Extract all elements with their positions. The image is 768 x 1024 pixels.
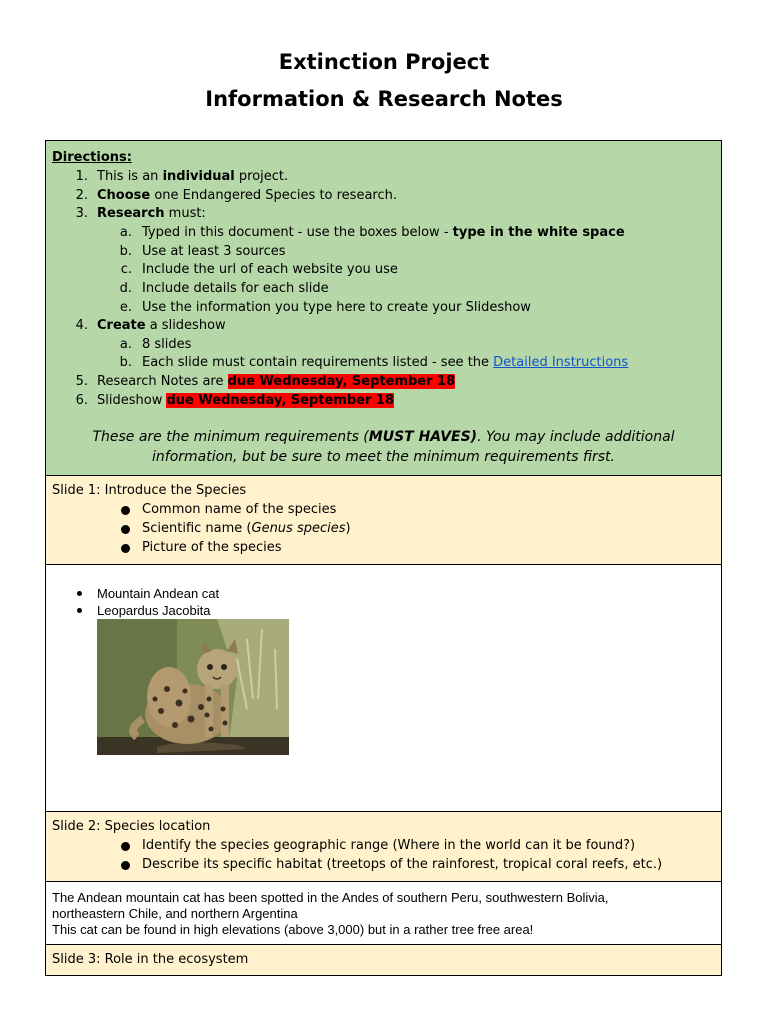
sub-letter: a. [119, 225, 132, 240]
document-subtitle: Information & Research Notes [205, 87, 563, 111]
slide2-heading: Slide 2: Species location [52, 819, 211, 834]
sub-item: Typed in this document - use the boxes below - type in the white space [142, 225, 625, 240]
list-item: This is an individual project. [97, 169, 289, 184]
slide1-heading: Slide 1: Introduce the Species [52, 483, 247, 498]
answer-line: This cat can be found in high elevations (above 3,000) but in a rather tree free area! [52, 922, 534, 937]
sub-item: Include details for each slide [142, 281, 329, 296]
answer-line: The Andean mountain cat has been spotted in the Andes of southern Peru, southwestern Bolivia, [52, 890, 609, 905]
due-date-highlight: due Wednesday, September 18 [227, 374, 456, 389]
slide2-requirements [46, 812, 721, 882]
slide3-requirements [46, 945, 721, 975]
bullet-icon [121, 506, 130, 515]
list-number: 4. [75, 318, 88, 333]
slide2-answer[interactable] [46, 882, 721, 945]
list-item: Picture of the species [142, 540, 282, 555]
list-item: Research must: [97, 206, 206, 221]
andean-cat-photo [97, 619, 289, 755]
cat-illustration [97, 619, 289, 755]
requirements-note: These are the minimum requirements (MUST HAVES). You may include additional information, but be sure to meet the minimum requirements first. [92, 429, 675, 465]
sub-letter: c. [120, 262, 132, 277]
list-number: 6. [75, 393, 88, 408]
list-number: 3. [75, 206, 88, 221]
list-item: Common name of the species [142, 502, 337, 517]
sub-item: 8 slides [142, 337, 192, 352]
bullet-icon [121, 525, 130, 534]
sub-letter: a. [119, 337, 132, 352]
list-number: 1. [75, 169, 88, 184]
list-item: Research Notes are due Wednesday, September 18 [97, 374, 456, 389]
due-date-highlight: due Wednesday, September 18 [166, 393, 395, 408]
sub-letter: d. [119, 281, 132, 296]
bullet-icon [121, 861, 130, 870]
bullet-icon [121, 842, 130, 851]
bullet-icon [121, 544, 130, 553]
list-item: Choose one Endangered Species to research. [97, 188, 397, 203]
document-title: Extinction Project [278, 50, 490, 74]
sub-item: Each slide must contain requirements listed - see the Detailed Instructions [142, 355, 629, 370]
sub-letter: e. [119, 300, 132, 315]
detailed-instructions-link[interactable]: Detailed Instructions [493, 355, 629, 370]
slide3-heading: Slide 3: Role in the ecosystem [52, 952, 249, 967]
list-item: Slideshow due Wednesday, September 18 [97, 393, 395, 408]
slide1-requirements [46, 476, 721, 565]
slide1-answer[interactable] [46, 565, 721, 812]
list-number: 5. [75, 374, 88, 389]
directions-cell [46, 141, 721, 476]
common-name: Mountain Andean cat [97, 586, 220, 601]
sub-item: Use at least 3 sources [142, 244, 286, 259]
bullet-icon [77, 608, 82, 613]
bullet-icon [77, 591, 82, 596]
sub-item: Include the url of each website you use [142, 262, 398, 277]
list-item: Identify the species geographic range (Where in the world can it be found?) [142, 838, 636, 853]
list-item: Create a slideshow [97, 318, 226, 333]
answer-line: northeastern Chile, and northern Argentina [52, 906, 298, 921]
list-item: Scientific name (Genus species) [142, 521, 351, 536]
list-item: Describe its specific habitat (treetops of the rainforest, tropical coral reefs, etc.) [142, 857, 663, 872]
sub-letter: b. [119, 355, 132, 370]
sub-item: Use the information you type here to create your Slideshow [142, 300, 531, 315]
scientific-name: Leopardus Jacobita [97, 603, 211, 618]
list-number: 2. [75, 188, 88, 203]
project-table [45, 140, 722, 976]
sub-letter: b. [119, 244, 132, 259]
directions-heading: Directions: [52, 150, 132, 165]
